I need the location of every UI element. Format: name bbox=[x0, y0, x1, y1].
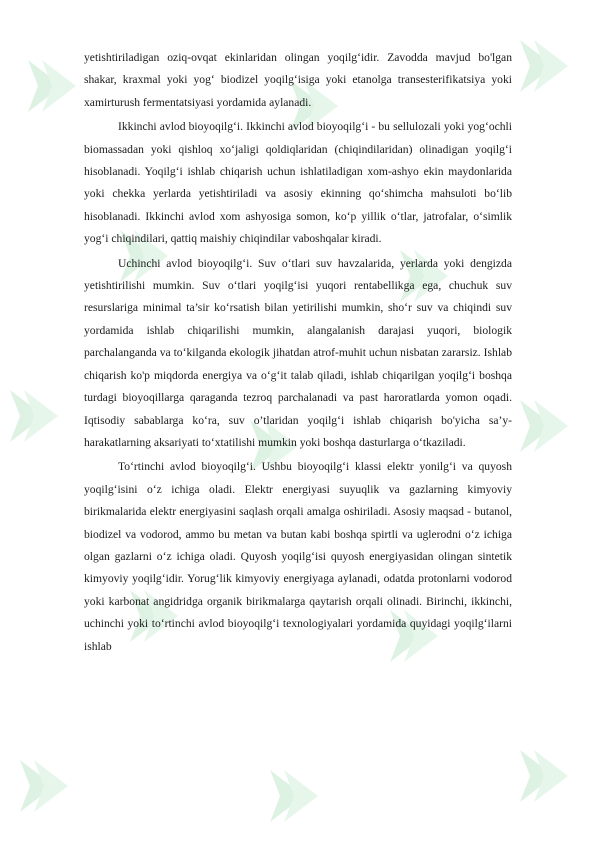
paragraph-fourth-generation: To‘rtinchi avlod bioyoqilg‘i. Ushbu bioyoqilg‘i klassi elektr yonilg‘i va quyosh yoqilg‘isini o‘z ichiga oladi. Elektr energiyasi suyuqlik va gazlarning kimyoviy birikmalarida elektr energiyasini saqlash orqali amalga oshiriladi. Asosiy maqsad - butanol, biodizel va vodorod, ammo bu metan va butan kabi boshqa spirtli va uglerodni o‘z ichiga olgan gazlarni o‘z ichiga oladi. Quyosh yoqilg‘isi quyosh energiyasidan olingan sintetik kimyoviy yoqilg‘idir. Yorug‘lik kimyoviy energiyaga aylanadi, odatda protonlarni vodorod yoki karbonat angidridga organik birikmalarga qaytarish orqali olinadi. Birinchi, ikkinchi, uchinchi yoki to‘rtinchi avlod bioyoqilg‘i texnologiyalari yordamida quyidagi yoqilg‘ilarni ishlab bbox=[84, 460, 512, 653]
paragraph-continuation: yetishtiriladigan oziq-ovqat ekinlaridan olingan yoqilg‘idir. Zavodda mavjud bo'lgan shakar, kraxmal yoki yog‘ biodizel yoqilg‘isiga yoki etanolga transesterifikatsiya yoki xamirturush fermentatsiyasi yordamida aylanadi. bbox=[84, 51, 512, 109]
paragraph-third-generation: Uchinchi avlod bioyoqilg‘i. Suv o‘tlari suv havzalarida, yerlarda yoki dengizda yetishtirilishi mumkin. Suv o‘tlari yoqilg‘isi yuqori rentabellikga ega, chuchuk suv resurslariga minimal ta’sir ko‘rsatish bilan yetirilishi mumkin, sho‘r suv va chiqindi suv yordamida ishlab chiqarilishi mumkin, alangalanish darajasi yuqori, biologik parchalanganda va to‘kilganda ekologik jihatdan atrof-muhit uchun nisbatan zararsiz. Ishlab chiqarish ko'p miqdorda energiya va o‘g‘it talab qiladi, ishlab chiqarilgan yoqilg‘i boshqa turdagi bioyoqillarga qaraganda tezroq parchalanadi va past haroratlarda yomon oqadi. Iqtisodiy sabablarga ko‘ra, suv o’tlaridan yoqilg‘i ishlab chiqarish bo'yicha sa’y-harakatlarning aksariyati to‘xtatilishi mumkin yoki boshqa dasturlarga o‘tkaziladi. bbox=[84, 256, 512, 449]
document-body bbox=[84, 47, 512, 658]
paragraph-second-generation: Ikkinchi avlod bioyoqilg‘i. Ikkinchi avlod bioyoqilg‘i - bu sellulozali yoki yog‘ochli biomassadan yoki qishloq xo‘jaligi qoldiqlaridan (chiqindilaridan) olinadigan yoqilg‘i hisoblanadi. Yoqilg‘i ishlab chiqarish uchun ishlatiladigan xom-ashyo ekin maydonlarida yoki chekka yerlarda yetishtiriladi va asosiy ekinning qo‘shimcha mahsuloti bo‘lib hisoblanadi. Ikkinchi avlod xom ashyosiga somon, ko‘p yillik o‘tlar, jatrofalar, o‘simlik yog‘i chiqindilari, qattiq maishiy chiqindilar vaboshqalar kiradi. bbox=[84, 120, 512, 246]
